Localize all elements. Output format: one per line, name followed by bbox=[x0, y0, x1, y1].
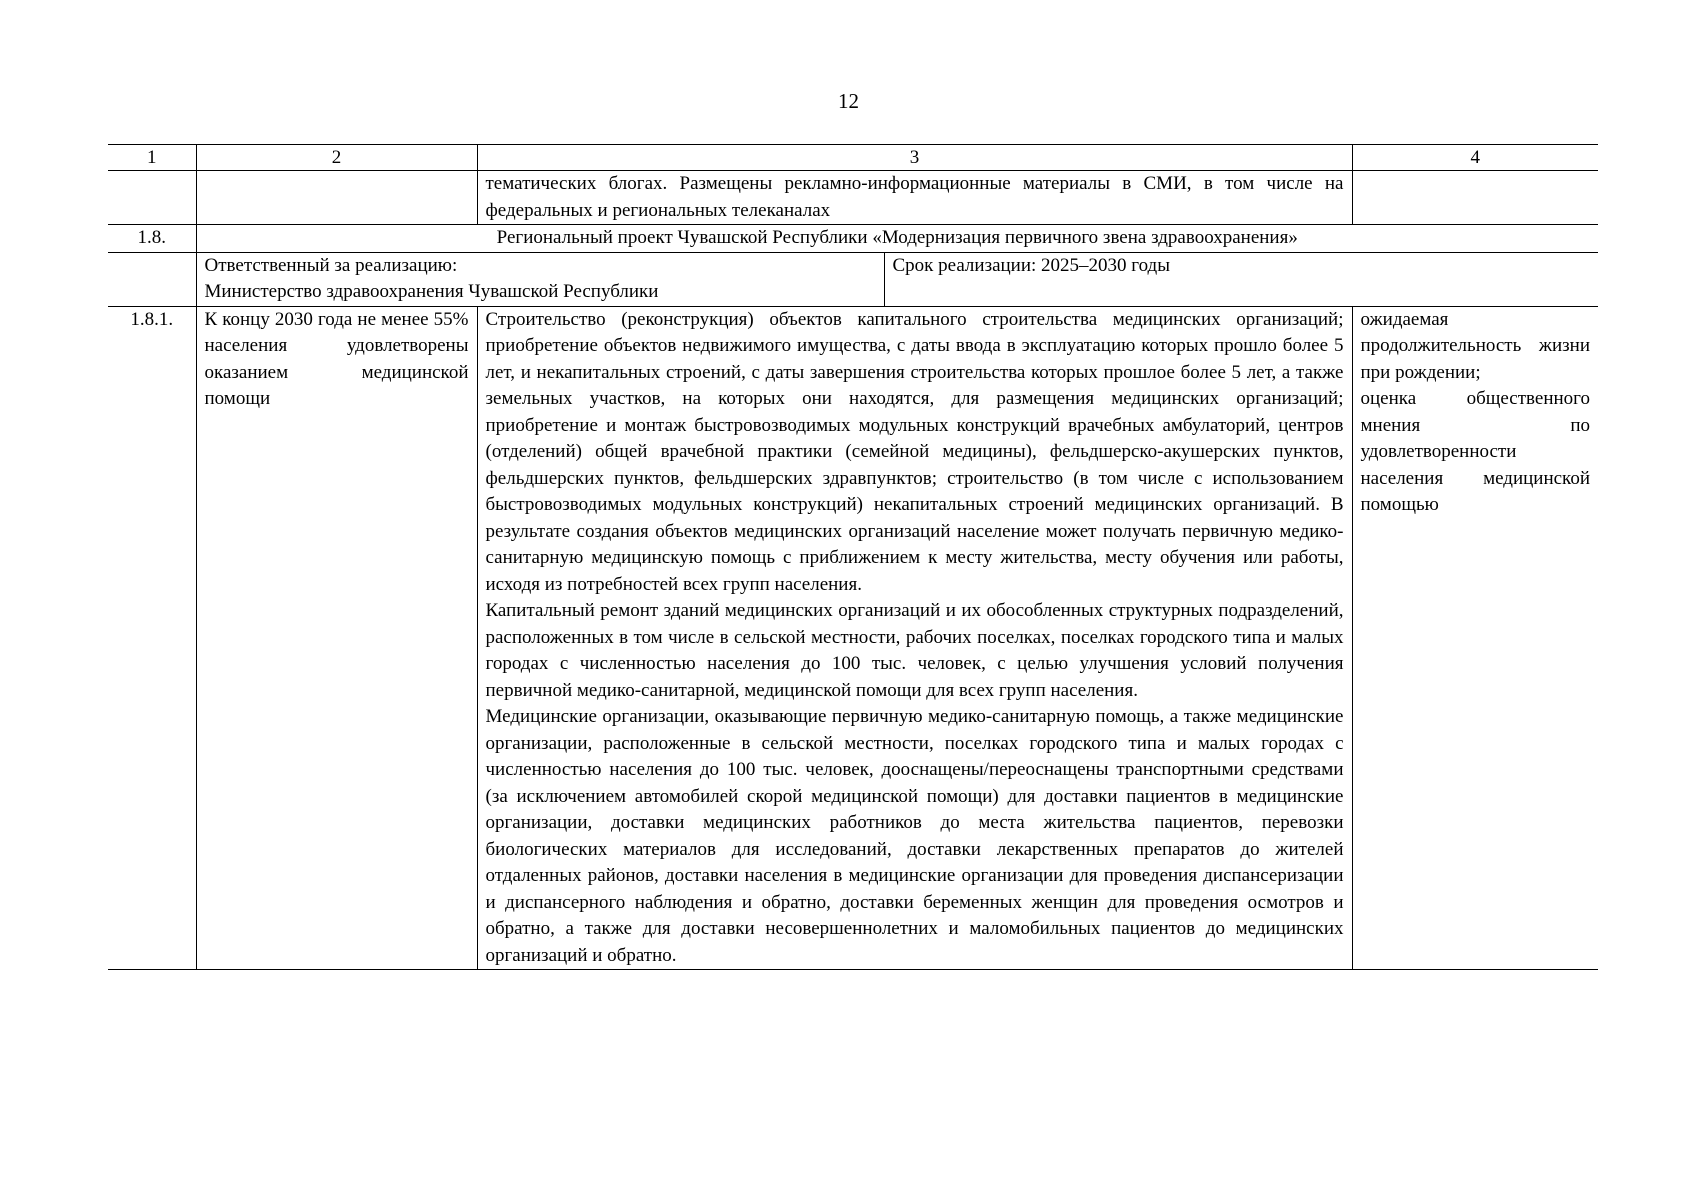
continuation-number-cell bbox=[108, 171, 196, 225]
responsible-label: Ответственный за реализацию: bbox=[204, 254, 458, 276]
header-col-2: 2 bbox=[196, 145, 477, 171]
task-description-paragraph: Медицинские организации, оказывающие первичную медико-санитарную помощь, а также медицинские организации, расположенные в сельской местности, поселках городского типа и малых городах с численностью населения до 100 тыс. человек, дооснащены/переоснащены транспортными средствами (за исключением автомобилей скорой медицинской помощи) для доставки пациентов в медицинские организации, доставки медицинских работников до места жительства пациентов, перевозки биологических материалов для исследований, доставки лекарственных препаратов до жителей отдаленных районов, доставки населения в медицинские организации для проведения диспансеризации и диспансерного наблюдения и обратно, доставки беременных женщин для проведения осмотров и обратно, а также для доставки несовершеннолетних и маломобильных пациентов до медицинских организаций и обратно. bbox=[485, 706, 1344, 966]
responsible-cell bbox=[196, 252, 884, 306]
header-col-3: 3 bbox=[477, 145, 1352, 171]
program-table bbox=[108, 144, 1598, 970]
continuation-indicator-cell bbox=[1352, 171, 1598, 225]
section-row bbox=[108, 225, 1598, 253]
section-number: 1.8. bbox=[108, 225, 196, 253]
section-title: Региональный проект Чувашской Республики «Модернизация первичного звена здравоохранения» bbox=[196, 225, 1598, 253]
page-number: 12 bbox=[838, 89, 859, 113]
task-description-cell bbox=[477, 306, 1352, 970]
task-goal: К концу 2030 года не менее 55% населения удовлетворены оказанием медицинской помощи bbox=[196, 306, 477, 970]
task-description-paragraph: Строительство (реконструкция) объектов капитального строительства медицинских организаций; приобретение объектов недвижимого имущества, с даты ввода в эксплуатацию которых прошло более 5 лет, и некапитальных строений, с даты завершения строительства которых прошлое более 5 лет, а также земельных участков, на которых они находятся, для размещения медицинских организаций; приобретение и монтаж быстровозводимых модульных конструкций врачебных амбулаторий, центров (отделений) общей врачебной практики (семейной медицины), фельдшерско-акушерских пунктов, фельдшерских пунктов, фельдшерских здравпунктов; строительство (в том числе с использованием быстровозводимых модульных конструкций) некапитальных строений медицинских организаций. В результате создания объектов медицинских организаций население может получать первичную медико-санитарную медицинскую помощь с приближением к месту жительства, месту обучения или работы, исходя из потребностей всех групп населения. bbox=[485, 308, 1344, 595]
responsible-number-cell bbox=[108, 252, 196, 306]
header-col-1: 1 bbox=[108, 145, 196, 171]
table-header-row bbox=[108, 145, 1598, 171]
task-indicator: оценка общественного мнения по удовлетворенности населения медицинской помощью bbox=[1360, 388, 1590, 515]
continuation-row bbox=[108, 171, 1598, 225]
task-description-paragraph: Капитальный ремонт зданий медицинских организаций и их обособленных структурных подразделений, расположенных в том числе в сельской местности, рабочих поселках, поселках городского типа и малых городах с численностью населения до 100 тыс. человек, с целью улучшения условий получения первичной медико-санитарной, медицинской помощи для всех групп населения. bbox=[485, 600, 1344, 701]
responsible-value: Министерство здравоохранения Чувашской Республики bbox=[204, 281, 659, 302]
task-number: 1.8.1. bbox=[108, 306, 196, 970]
task-row bbox=[108, 306, 1598, 970]
task-indicators-cell bbox=[1352, 306, 1598, 970]
continuation-goal-cell bbox=[196, 171, 477, 225]
period-cell bbox=[884, 252, 1598, 306]
continuation-text: тематических блогах. Размещены рекламно-информационные материалы в СМИ, в том числе на федеральных и региональных телеканалах bbox=[477, 171, 1352, 225]
task-indicator: ожидаемая продолжительность жизни при рождении; bbox=[1360, 308, 1590, 383]
responsible-row bbox=[108, 252, 1598, 306]
header-col-4: 4 bbox=[1352, 145, 1598, 171]
period-text: Срок реализации: 2025–2030 годы bbox=[892, 254, 1170, 276]
